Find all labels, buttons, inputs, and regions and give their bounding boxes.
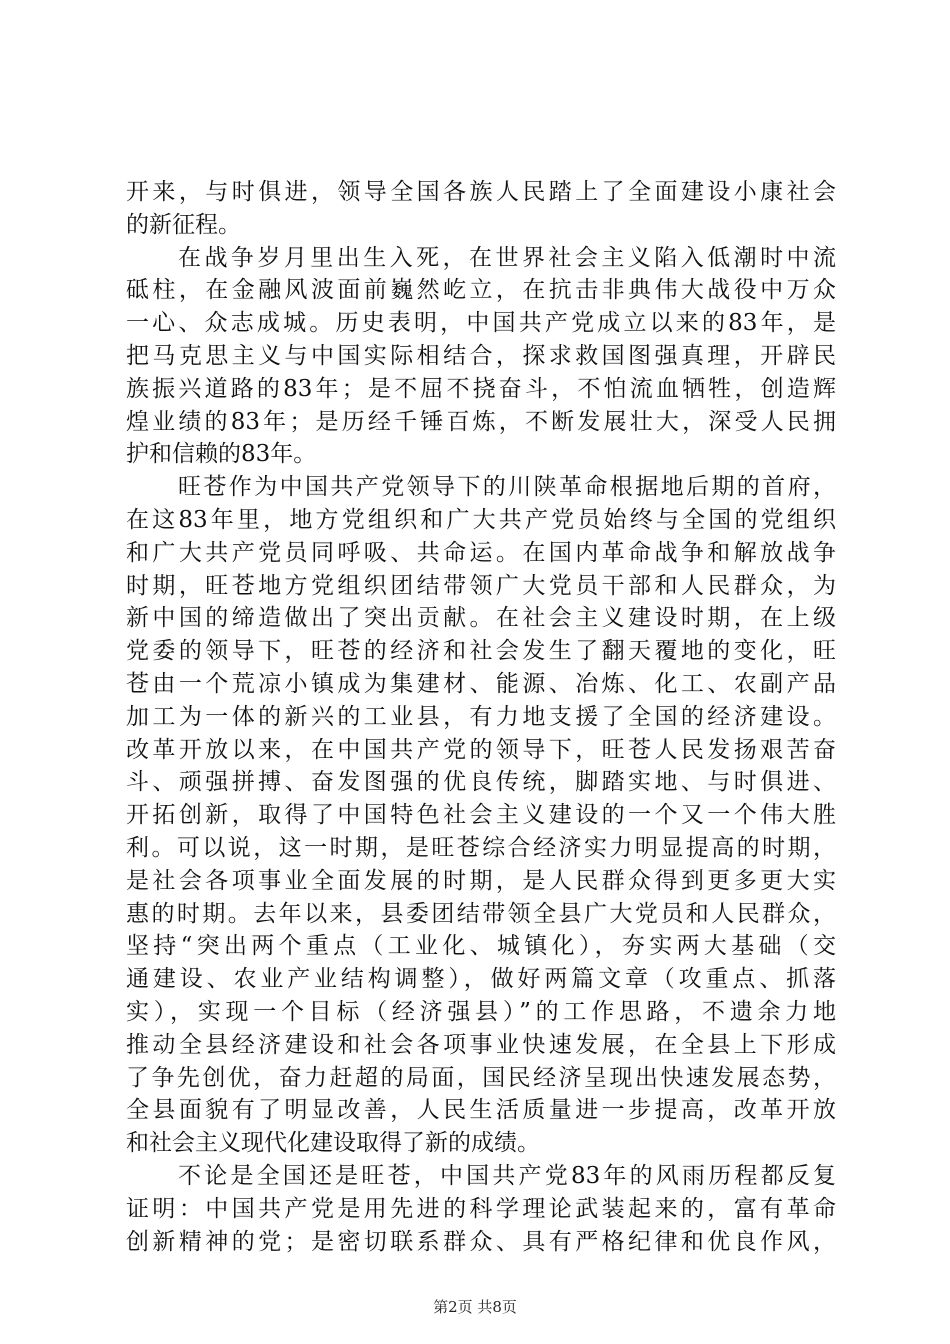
text-line: 全县面貌有了明显改善，人民生活质量进一步提高，改革开放 [126,1097,836,1124]
text-line: 改革开放以来，在中国共产党的领导下，旺苍人民发扬艰苦奋 [126,736,836,763]
text-line: 证明：中国共产党是用先进的科学理论武装起来的，富有革命 [126,1195,836,1222]
text-line: 是社会各项事业全面发展的时期，是人民群众得到更多更大实 [126,867,836,894]
text-line: 实），实现一个目标（经济强县）”的工作思路，不遗余力地 [126,998,836,1025]
text-line: 利。可以说，这一时期，是旺苍综合经济实力明显提高的时期， [126,834,836,861]
text-line: 和广大共产党员同呼吸、共命运。在国内革命战争和解放战争 [126,539,836,566]
text-line: 党委的领导下，旺苍的经济和社会发生了翻天覆地的变化，旺 [126,638,836,665]
text-line: 煌业绩的83年；是历经千锤百炼，不断发展壮大，深受人民拥 [126,408,836,435]
text-line: 通建设、农业产业结构调整），做好两篇文章（攻重点、抓落 [126,966,836,993]
text-line: 的新征程。 [126,211,241,238]
text-line: 一心、众志成城。历史表明，中国共产党成立以来的83年，是 [126,310,836,337]
text-line: 新中国的缔造做出了突出贡献。在社会主义建设时期，在上级 [126,605,836,632]
text-line: 旺苍作为中国共产党领导下的川陕革命根据地后期的首府， [178,474,836,501]
page-footer: 第2页 共8页 [433,1298,517,1316]
text-line: 护和信赖的83年。 [126,441,317,468]
text-line: 把马克思主义与中国实际相结合，探求救国图强真理，开辟民 [126,342,836,369]
text-line: 苍由一个荒凉小镇成为集建材、能源、冶炼、化工、农副产品 [126,670,836,697]
text-line: 斗、顽强拼搏、奋发图强的优良传统，脚踏实地、与时俱进、 [126,769,836,796]
text-line: 了争先创优，奋力赶超的局面，国民经济呈现出快速发展态势， [126,1064,836,1091]
text-line: 和社会主义现代化建设取得了新的成绩。 [126,1130,540,1157]
text-line: 在这83年里，地方党组织和广大共产党员始终与全国的党组织 [126,506,836,533]
text-line: 创新精神的党；是密切联系群众、具有严格纪律和优良作风， [126,1228,836,1255]
text-line: 开来，与时俱进，领导全国各族人民踏上了全面建设小康社会 [126,179,836,205]
text-line: 不论是全国还是旺苍，中国共产党83年的风雨历程都反复 [178,1162,836,1189]
text-line: 族振兴道路的83年；是不屈不挠奋斗，不怕流血牺牲，创造辉 [126,375,836,402]
text-line: 在战争岁月里出生入死，在世界社会主义陷入低潮时中流 [178,244,836,271]
text-line: 开拓创新，取得了中国特色社会主义建设的一个又一个伟大胜 [126,802,836,829]
text-line: 坚持“突出两个重点（工业化、城镇化），夯实两大基础（交 [126,933,836,960]
text-line: 惠的时期。去年以来，县委团结带领全县广大党员和人民群众， [126,900,836,927]
text-line: 时期，旺苍地方党组织团结带领广大党员干部和人民群众，为 [126,572,836,599]
text-line: 砥柱，在金融风波面前巍然屹立，在抗击非典伟大战役中万众 [126,277,836,304]
text-line: 加工为一体的新兴的工业县，有力地支援了全国的经济建设。 [126,703,836,730]
body-text [126,176,836,1258]
text-line: 推动全县经济建设和社会各项事业快速发展，在全县上下形成 [126,1031,836,1058]
